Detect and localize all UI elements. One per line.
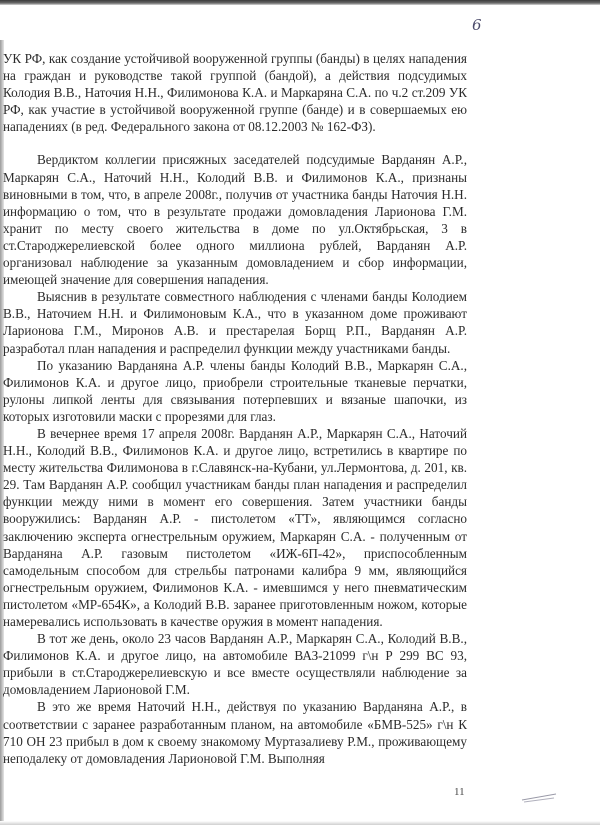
pen-scribble-mark	[520, 792, 560, 804]
paragraph-continuation: УК РФ, как создание устойчивой вооруженной группы (банды) в целях нападения на граждан и руководстве такой группой (бандой), а действия подсудимых Колодия В.В., Наточия Н.Н., Филимонова К.А. и Маркаряна С.А. по ч.2 ст.209 УК РФ, как участие в устойчивой вооруженной группе (банде) и в совершаемых ею нападениях (в ред. Федерального закона от 08.12.2003 № 162-ФЗ).	[3, 51, 467, 135]
paragraph-verdict: Вердиктом коллегии присяжных заседателей подсудимые Варданян А.Р., Маркарян С.А., Наточий Н.Н., Колодий В.В. и Филимонов К.А., признаны виновными в том, что, в апреле 2008г., получив от участника банды Наточия Н.Н. информацию о том, что в результате продажи домовладения Ларионова Г.М. хранит по месту своего жительства в доме по ул.Октябрьская, 3 в ст.Староджерелиевской более одного миллиона рублей, Варданян А.Р. организовал наблюдение за указанным домовладением и сбор информации, имеющей значение для совершения нападения.	[3, 152, 467, 288]
page-number: 11	[454, 786, 465, 798]
scan-top-edge	[0, 0, 600, 5]
paragraph-arrival: В тот же день, около 23 часов Варданян А.Р., Маркарян С.А., Колодий В.В., Филимонов К.А. и другое лицо, на автомобиле ВАЗ-21099 г\н Р 299 ВС 93, прибыли в ст.Староджерелиевскую и все вместе осуществляли наблюдение за домовладением Ларионовой Г.М.	[3, 631, 467, 698]
paragraph-natochiy: В это же время Наточий Н.Н., действуя по указанию Варданяна А.Р., в соответствии с заранее разработанным планом, на автомобиле «БМВ-525» г\н К 710 ОН 23 прибыл в дом к своему знакомому Муртазалиеву Р.М., проживающему неподалеку от домовладения Ларионовой Г.М. Выполняя	[3, 699, 467, 766]
paragraph-preparation: По указанию Варданяна А.Р. члены банды Колодий В.В., Маркарян С.А., Филимонов К.А. и другое лицо, приобрели строительные тканевые перчатки, рулоны липкой ленты для связывания потерпевших и вязаные шапочки, из которых изготовили маски с прорезями для глаз.	[3, 357, 467, 424]
paragraph-meeting: В вечернее время 17 апреля 2008г. Варданян А.Р., Маркарян С.А., Наточий Н.Н., Колодий В.В., Филимонов К.А. и другое лицо, встретились в квартире по месту жительства Филимонова в г.Славянск-на-Кубани, ул.Лермонтова, д. 201, кв. 29. Там Варданян А.Р. сообщил участникам банды план нападения и распределил функции между ними в момент его совершения. Затем участники банды вооружились: Варданян А.Р. - пистолетом «ТТ», являющимся согласно заключению эксперта огнестрельным оружием, Маркарян С.А. - полученным от Варданяна А.Р. газовым пистолетом «ИЖ-6П-42», приспособленным самодельным способом для стрельбы патронами калибра 9 мм, являющийся огнестрельным оружием, Филимонов К.А. - имевшимся у него пневматическим пистолетом «МР-654К», а Колодий В.В. заранее приготовленным ножом, которые намеревались использовать в качестве оружия в момент нападения.	[3, 425, 467, 629]
document-body	[3, 50, 467, 767]
scan-bottom-shadow	[0, 821, 600, 825]
handwritten-page-mark: 6	[472, 16, 482, 34]
paragraph-surveillance: Выяснив в результате совместного наблюдения с членами банды Колодием В.В., Наточием Н.Н. и Филимоновым К.А., что в указанном доме проживают Ларионова Г.М., Миронов А.В. и престарелая Борщ Р.П., Варданян А.Р. разработал план нападения и распределил функции между участниками банды.	[3, 289, 467, 356]
